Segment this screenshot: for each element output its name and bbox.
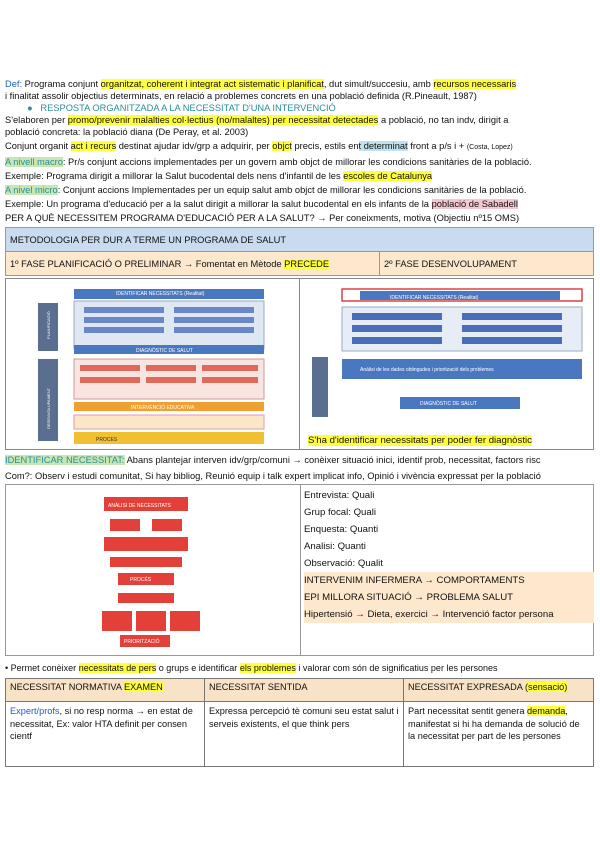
methodology-table	[5, 227, 594, 276]
needs-normative-header: NECESSITAT NORMATIVA EXAMEN	[6, 679, 205, 702]
elaboren-line-2: població concreta: la població diana (De Peray, et al. 2003)	[5, 127, 249, 137]
definition-line-2: i finalitat assolir objectius determinats, en relació a problemes concrets en una població definida (R.Pineault, 1987)	[5, 91, 477, 101]
needs-table	[5, 678, 594, 767]
development-top-label: IDENTIFICAR NECESSITATS (Realitat)	[390, 295, 479, 301]
epi-note: EPI MILLORA SITUACIÓ → PROBLEMA SALUT	[304, 589, 594, 606]
planning-side-2: DESENVOLUPAMENT	[46, 387, 51, 429]
permet-line: • Permet conèixer necessitats de pers o grups e identificar els problemes i valorar com són de significatius per les persones	[5, 663, 498, 673]
planning-flowchart	[6, 279, 299, 449]
needs-normative-body: Expert/profs, si no resp norma → en estat de necessitat, Ex: valor HTA definit per consen cientf	[6, 702, 205, 767]
method-item: Analisi: Quanti	[304, 541, 366, 552]
development-diagram	[300, 279, 595, 449]
needs-expressed-header: NECESSITAT EXPRESADA (sensació)	[404, 679, 594, 702]
method-list	[304, 487, 594, 623]
development-diag-label: DIAGNÒSTIC DE SALUT	[420, 401, 477, 407]
hypertension-note: Hipertensió → Dieta, exercici → Intervenció factor persona	[304, 606, 594, 623]
needs-analysis-flow	[6, 485, 300, 655]
flow-mid: PROCÉS	[130, 577, 152, 583]
definition-line: Def: Programa conjunt organitzat, coherent i integrat act sistematic i planificat, dut simult/succesiu, amb recursos necessaris	[5, 79, 517, 89]
identify-box	[5, 484, 594, 656]
def-label: Def:	[5, 79, 23, 89]
development-caption: S'ha d'identificar necessitats per poder fer diagnòstic	[308, 435, 532, 446]
micro-line: A nivel micro: Conjunt accions Implementades per un equip salut amb objct de millorar les condicions sanitàries de la població.	[5, 185, 527, 195]
phase-2: 2º FASE DESENVOLUPAMENT	[380, 252, 594, 276]
identify-how: Com?: Observ i estudi comunitat, Si hay bibliog, Reunió equip i talk expert implicat info, Opinió i vivència expressat per la població	[5, 471, 541, 481]
planning-side-1: PLANIFICACIÓ	[46, 311, 51, 339]
needs-analysis-figure	[6, 485, 301, 655]
flow-title: ANÀLISI DE NECESSITATS	[108, 503, 171, 509]
method-item: Entrevista: Quali	[304, 490, 375, 501]
nursing-note: INTERVENIM INFERMERA → COMPORTAMENTS	[304, 572, 594, 589]
method-item: Enquesta: Quanti	[304, 524, 379, 535]
conjunt-line: Conjunt organit act i recurs destinat ajudar idv/grp a adquirir, per objct precis, estils ent determinat front a p/s i + (Costa, Lopez)	[5, 141, 513, 151]
needs-felt-body: Expressa percepció tè comuni seu estat salut i serveis existents, el que think pers	[205, 702, 404, 767]
needs-expressed-body: Part necessitat sentit genera demanda, manifestat si hi ha demanda de solució de la necessitat per part de les persones	[404, 702, 594, 767]
response-bullet: ● RESPOSTA ORGANITZADA A LA NECESSITAT D'UNA INTERVENCIÓ	[27, 103, 336, 113]
why-line: PER A QUÈ NECESSITEM PROGRAMA D'EDUCACIÓ PER A LA SALUT? → Per coneixments, motiva (Objectiu nº15 OMS)	[5, 213, 520, 223]
methodology-diagrams	[5, 278, 594, 450]
planning-intervention-label: INTERVENCIÓ EDUCATIVA	[131, 405, 195, 411]
planning-mid-label: DIAGNÒSTIC DE SALUT	[136, 348, 193, 354]
needs-felt-header: NECESSITAT SENTIDA	[205, 679, 404, 702]
methodology-title: METODOLOGIA PER DUR A TERME UN PROGRAMA DE SALUT	[6, 228, 594, 252]
method-item: Observació: Qualit	[304, 558, 383, 569]
development-mid-label: Anàlisi de les dades obtingudes i priorització dels problemes	[360, 367, 494, 373]
development-flowchart	[300, 279, 595, 429]
planning-bottom-label: PROCES	[96, 437, 118, 443]
identify-line: IDENTIFICAR NECESSITAT: Abans plantejar interven idv/grp/comuni → conèixer situació inici, identif prob, necessitat, factors risc	[5, 455, 541, 465]
document-page	[5, 78, 594, 767]
example-1: Exemple: Programa dirigit a millorar la Salut bucodental dels nens d'infantil de les escoles de Catalunya	[5, 171, 433, 181]
example-2: Exemple: Un programa d'educació per a la salut dirigit a millorar la salut bucodental en els infants de la població de Sabadell	[5, 199, 518, 209]
method-item: Grup focal: Quali	[304, 507, 376, 518]
macro-line: A nivell macro: Pr/s conjunt accions implementades per un govern amb objct de millorar les condicions sanitàries de la població.	[5, 157, 532, 167]
flow-bottom: PRIORITZACIÓ	[124, 639, 160, 645]
phase-1: 1º FASE PLANIFICACIÓ O PRELIMINAR → Fomentat en Mètode PRECEDE	[6, 252, 380, 276]
planning-diagram	[6, 279, 300, 449]
planning-top-label: IDENTIFICAR NECESSITATS (Realitat)	[116, 291, 205, 297]
elaboren-line: S'elaboren per promo/prevenir malalties col·lectius (no/malaltes) per necessitat detectades a població, no tan indv, dirigit a	[5, 115, 509, 125]
